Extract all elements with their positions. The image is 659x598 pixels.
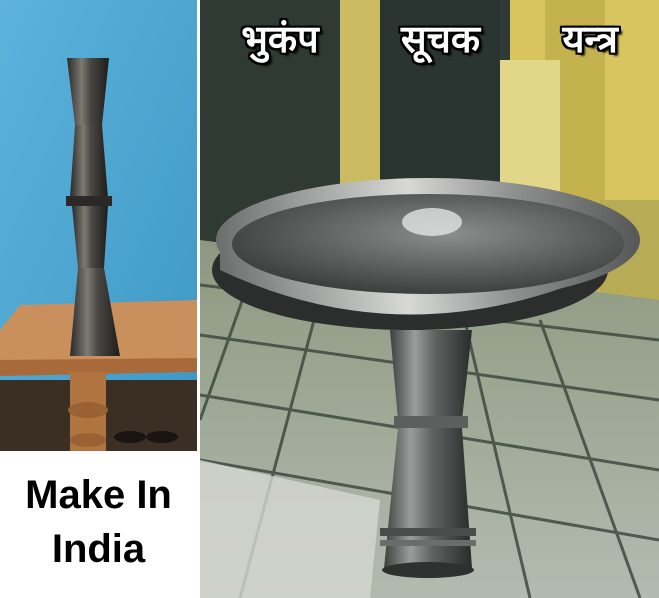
caption-line-2: India	[51, 527, 146, 571]
hindi-title	[200, 8, 659, 68]
left-photo-illustration	[0, 0, 197, 451]
make-in-india-caption	[0, 468, 197, 576]
left-photo-stacked-cups	[0, 0, 197, 451]
title-word-3: यन्त्र	[562, 17, 618, 61]
title-word-2: सूचक	[401, 17, 481, 61]
title-word-1: भुकंप	[241, 17, 319, 61]
right-photo-seismograph-device	[200, 0, 659, 598]
caption-line-1: Make In	[25, 473, 172, 517]
right-photo-illustration	[200, 0, 659, 598]
